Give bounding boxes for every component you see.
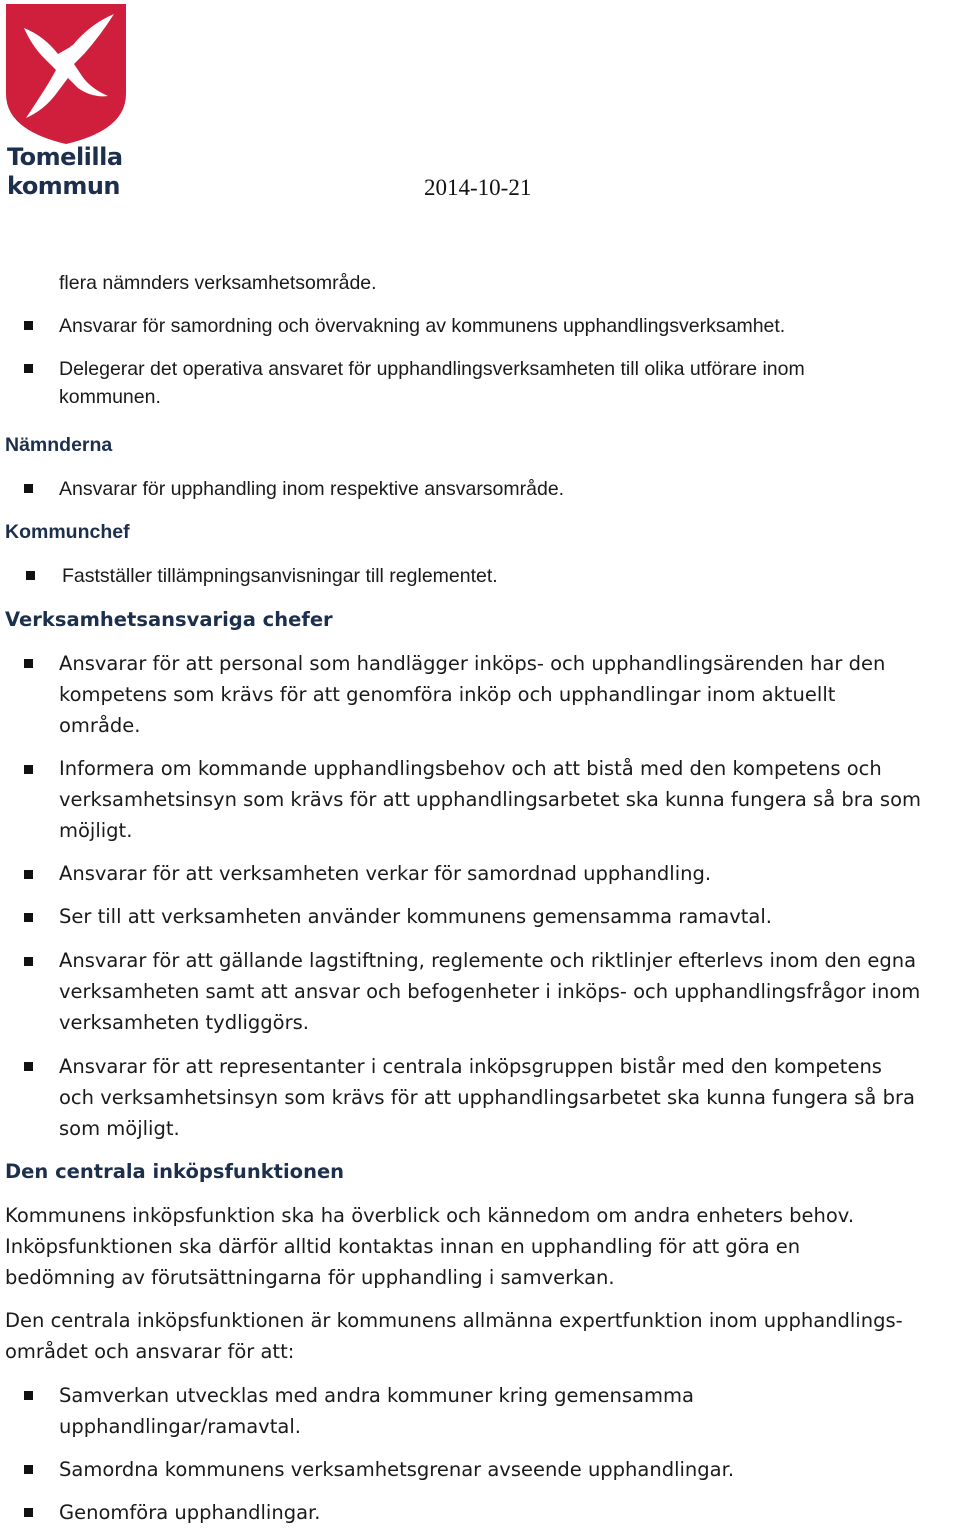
- heading-central-inkopsfunktion: Den centrala inköpsfunktionen: [5, 1160, 345, 1183]
- list-item: Samverkan utvecklas med andra kommuner kring gemensamma upphandlingar/ramavtal.: [59, 1384, 694, 1438]
- bullet-marker: [24, 1508, 33, 1517]
- document-date: 2014-10-21: [424, 175, 532, 200]
- paragraph: Den centrala inköpsfunktionen är kommunens allmänna expertfunktion inom upphandlings- området och ansvarar för att:: [5, 1309, 903, 1363]
- heading-verksamhetsansvariga-chefer: Verksamhetsansvariga chefer: [5, 608, 333, 631]
- bullet-marker: [24, 913, 33, 922]
- list-item: Ansvarar för upphandling inom respektive ansvarsområde.: [59, 478, 565, 500]
- list-item: Ansvarar för att representanter i centrala inköpsgruppen bistår med den kompetens och verksamhetsinsyn som krävs för att upphandlingsarbetet ska kunna fungera så bra som möjligt.: [59, 1055, 915, 1140]
- list-item: Ansvarar för att gällande lagstiftning, reglemente och riktlinjer efterlevs inom den egna verksamheten samt att ansvar och befogenheter i inköps- och upphandlingsfrågor inom verksamheten tydliggörs.: [59, 949, 921, 1034]
- bullet-marker: [24, 364, 33, 373]
- list-item: Ansvarar för samordning och övervakning av kommunens upphandlingsverksamhet.: [59, 315, 786, 337]
- list-item: Ser till att verksamheten använder kommunens gemensamma ramavtal.: [59, 905, 772, 928]
- bullet-marker: [24, 1391, 33, 1400]
- list-item: Samordna kommunens verksamhetsgrenar avseende upphandlingar.: [59, 1458, 735, 1481]
- svg-text:Tomelilla: Tomelilla: [7, 143, 123, 171]
- list-item: Ansvarar för att verksamheten verkar för samordnad upphandling.: [59, 862, 712, 885]
- heading-kommunchef: Kommunchef: [5, 521, 130, 543]
- paragraph: Kommunens inköpsfunktion ska ha överblick och kännedom om andra enheters behov. Inköpsfunktionen ska därför alltid kontaktas innan en upphandling för att göra en bedömning av förutsättningarna för upphandling i samverkan.: [5, 1204, 855, 1289]
- list-item: Fastställer tillämpningsanvisningar till reglementet.: [62, 565, 498, 587]
- continued-line: flera nämnders verksamhetsområde.: [59, 272, 377, 294]
- coat-of-arms-shield-icon: [4, 2, 128, 198]
- list-item: Informera om kommande upphandlingsbehov och att bistå med den kompetens och verksamhetsinsyn som krävs för att upphandlingsarbetet ska kunna fungera så bra som möjligt.: [59, 757, 921, 842]
- bullet-marker: [24, 321, 33, 330]
- bullet-marker: [24, 870, 33, 879]
- bullet-marker: [26, 571, 35, 580]
- bullet-marker: [24, 659, 33, 668]
- bullet-marker: [24, 1465, 33, 1474]
- bullet-marker: [24, 957, 33, 966]
- heading-namnderna: Nämnderna: [5, 434, 113, 456]
- list-item: Ansvarar för att personal som handlägger inköps- och upphandlingsärenden har den kompetens som krävs för att genomföra inköp och upphandlingar inom aktuellt område.: [59, 652, 886, 737]
- bullet-marker: [24, 1062, 33, 1071]
- svg-text:kommun: kommun: [7, 172, 120, 198]
- bullet-marker: [24, 484, 33, 493]
- list-item: Genomföra upphandlingar.: [59, 1501, 321, 1524]
- tomelilla-kommun-logo: [4, 2, 128, 198]
- list-item: Delegerar det operativa ansvaret för upphandlingsverksamheten till olika utförare inom kommunen.: [59, 358, 805, 408]
- bullet-marker: [24, 765, 33, 774]
